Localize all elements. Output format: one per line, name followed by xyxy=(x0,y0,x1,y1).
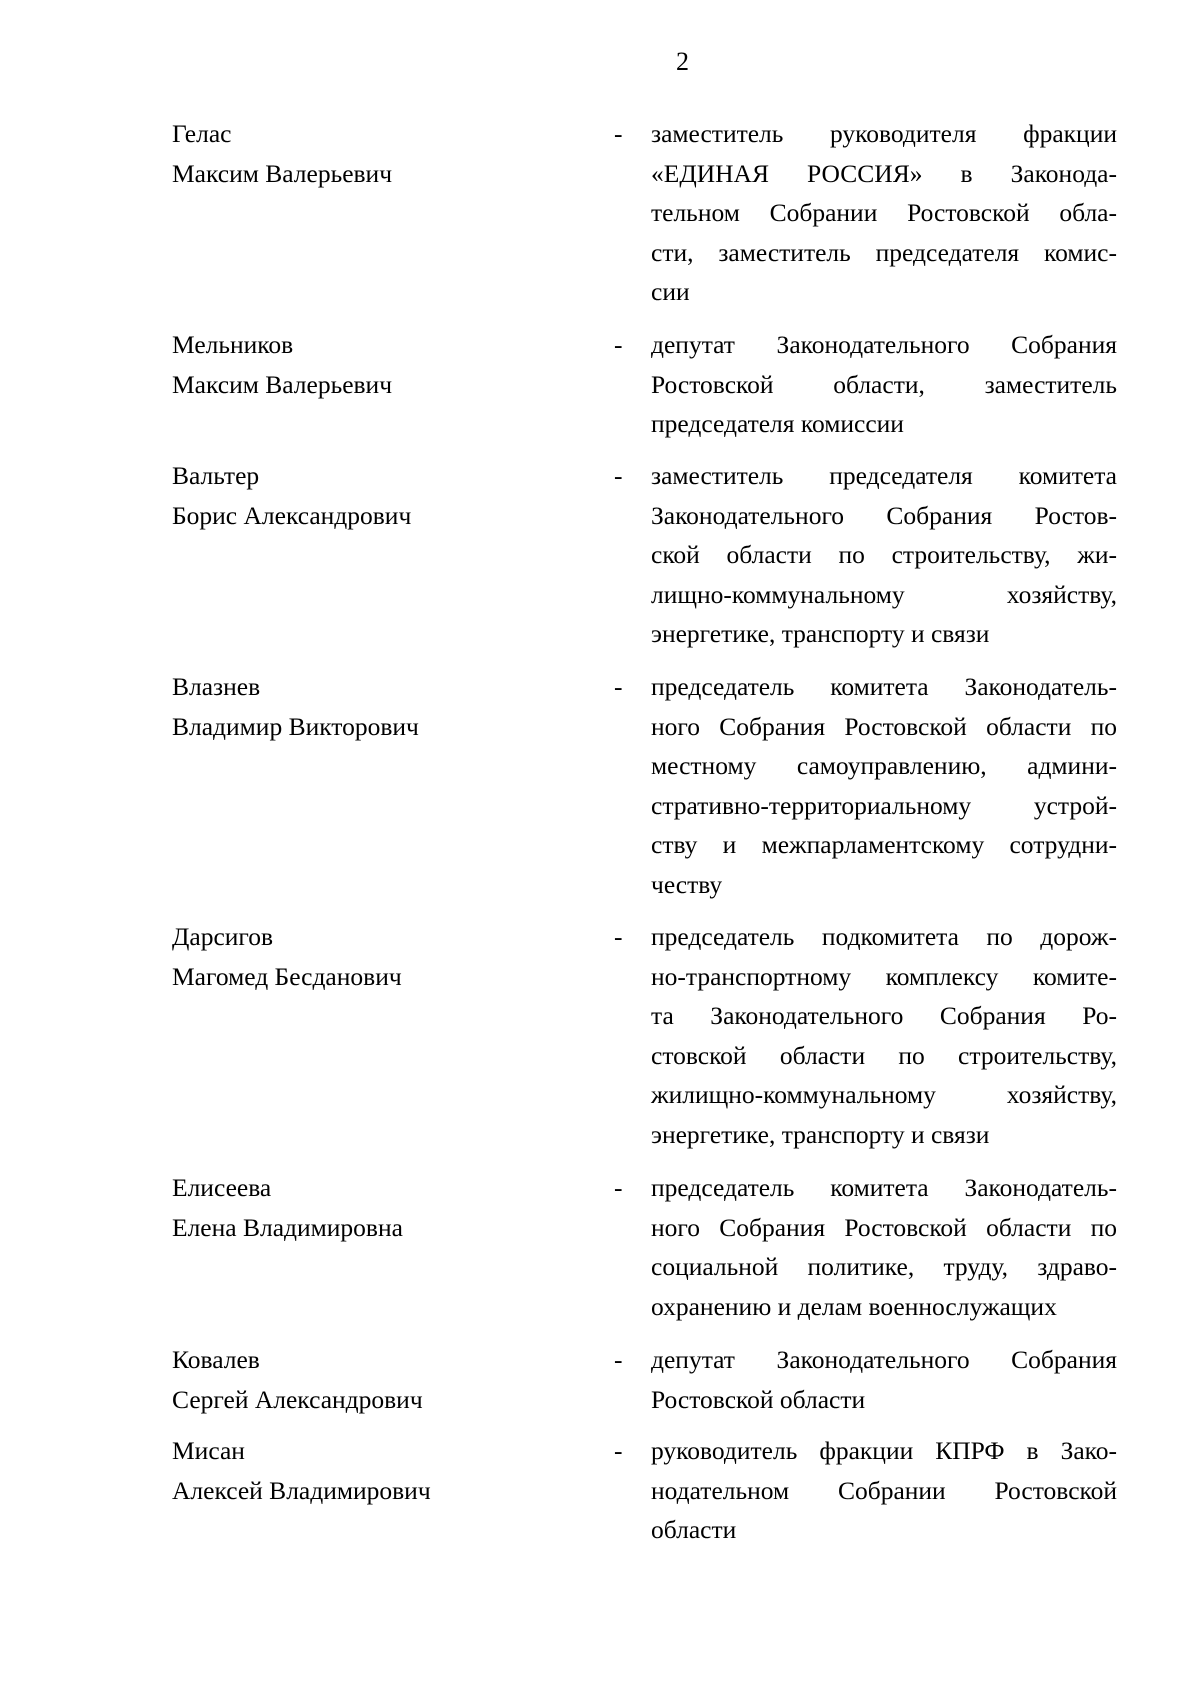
role-line: ству и межпарламентскому сотрудни- xyxy=(651,830,1117,860)
member-role xyxy=(651,1340,1117,1419)
role-line: местному самоуправлению, админи- xyxy=(651,751,1117,781)
member-role xyxy=(651,1431,1117,1550)
role-line: руководитель фракции КПРФ в Зако- xyxy=(651,1436,1117,1465)
role-line: тельном Собрании Ростовской обла- xyxy=(651,198,1117,228)
member-name xyxy=(172,1168,592,1247)
member-surname: Вальтер xyxy=(172,461,260,490)
role-line: стративно-территориальному устрой- xyxy=(651,790,1117,820)
role-line: сти, заместитель председателя комис- xyxy=(651,237,1117,267)
role-line: депутат Законодательного Собрания xyxy=(651,1345,1117,1374)
role-line: председатель комитета Законодатель- xyxy=(651,1173,1117,1202)
role-line: области xyxy=(651,1515,737,1545)
member-role xyxy=(651,667,1117,905)
role-line: лищно-коммунальному хозяйству, xyxy=(651,579,1117,609)
entry-dash: - xyxy=(614,461,623,490)
member-role xyxy=(651,456,1117,654)
member-surname: Гелас xyxy=(172,119,232,148)
role-line: Законодательного Собрания Ростов- xyxy=(651,500,1117,530)
entry-dash: - xyxy=(614,1173,623,1202)
member-given-name: Сергей Александрович xyxy=(172,1384,423,1414)
member-name xyxy=(172,114,592,193)
role-line: председатель подкомитета по дорож- xyxy=(651,922,1117,951)
member-name xyxy=(172,1340,592,1419)
entry-dash: - xyxy=(614,330,623,359)
role-line: честву xyxy=(651,869,723,899)
member-surname: Ковалев xyxy=(172,1345,260,1374)
member-role xyxy=(651,325,1117,444)
role-line: Ростовской области, заместитель xyxy=(651,369,1117,399)
member-role xyxy=(651,917,1117,1155)
role-line: Ростовской области xyxy=(651,1384,866,1414)
member-name xyxy=(172,1431,592,1510)
role-line: депутат Законодательного Собрания xyxy=(651,330,1117,359)
role-line: ного Собрания Ростовской области по xyxy=(651,1212,1117,1242)
member-name xyxy=(172,917,592,996)
member-name xyxy=(172,456,592,535)
role-line: нодательном Собрании Ростовской xyxy=(651,1475,1117,1505)
member-surname: Елисеева xyxy=(172,1173,272,1202)
member-given-name: Борис Александрович xyxy=(172,500,412,530)
entry-dash: - xyxy=(614,1436,623,1465)
role-line: охранению и делам военнослужащих xyxy=(651,1291,1057,1321)
role-line: стовской области по строительству, xyxy=(651,1040,1117,1070)
member-given-name: Елена Владимировна xyxy=(172,1212,403,1242)
role-line: но-транспортному комплексу комите- xyxy=(651,961,1117,991)
page-number: 2 xyxy=(676,47,689,76)
member-given-name: Максим Валерьевич xyxy=(172,369,393,399)
member-name xyxy=(172,667,592,746)
member-role xyxy=(651,1168,1117,1326)
role-line: заместитель председателя комитета xyxy=(651,461,1117,490)
role-line: заместитель руководителя фракции xyxy=(651,119,1117,148)
member-given-name: Алексей Владимирович xyxy=(172,1475,431,1505)
member-name xyxy=(172,325,592,404)
entry-dash: - xyxy=(614,672,623,701)
role-line: жилищно-коммунальному хозяйству, xyxy=(651,1080,1117,1110)
member-surname: Влазнев xyxy=(172,672,261,701)
member-surname: Мельников xyxy=(172,330,294,359)
member-surname: Мисан xyxy=(172,1436,245,1465)
role-line: энергетике, транспорту и связи xyxy=(651,1119,990,1149)
role-line: председатель комитета Законодатель- xyxy=(651,672,1117,701)
member-given-name: Владимир Викторович xyxy=(172,711,419,741)
role-line: председателя комиссии xyxy=(651,409,904,439)
role-line: социальной политике, труду, здраво- xyxy=(651,1252,1117,1282)
role-line: сии xyxy=(651,277,690,307)
role-line: энергетике, транспорту и связи xyxy=(651,619,990,649)
entry-dash: - xyxy=(614,1345,623,1374)
role-line: ного Собрания Ростовской области по xyxy=(651,711,1117,741)
entry-dash: - xyxy=(614,119,623,148)
role-line: та Законодательного Собрания Ро- xyxy=(651,1001,1117,1031)
member-surname: Дарсигов xyxy=(172,922,274,951)
member-given-name: Максим Валерьевич xyxy=(172,158,393,188)
entry-dash: - xyxy=(614,922,623,951)
role-line: ской области по строительству, жи- xyxy=(651,540,1117,570)
member-given-name: Магомед Бесданович xyxy=(172,961,402,991)
role-line: «ЕДИНАЯ РОССИЯ» в Законода- xyxy=(651,158,1117,188)
member-role xyxy=(651,114,1117,312)
